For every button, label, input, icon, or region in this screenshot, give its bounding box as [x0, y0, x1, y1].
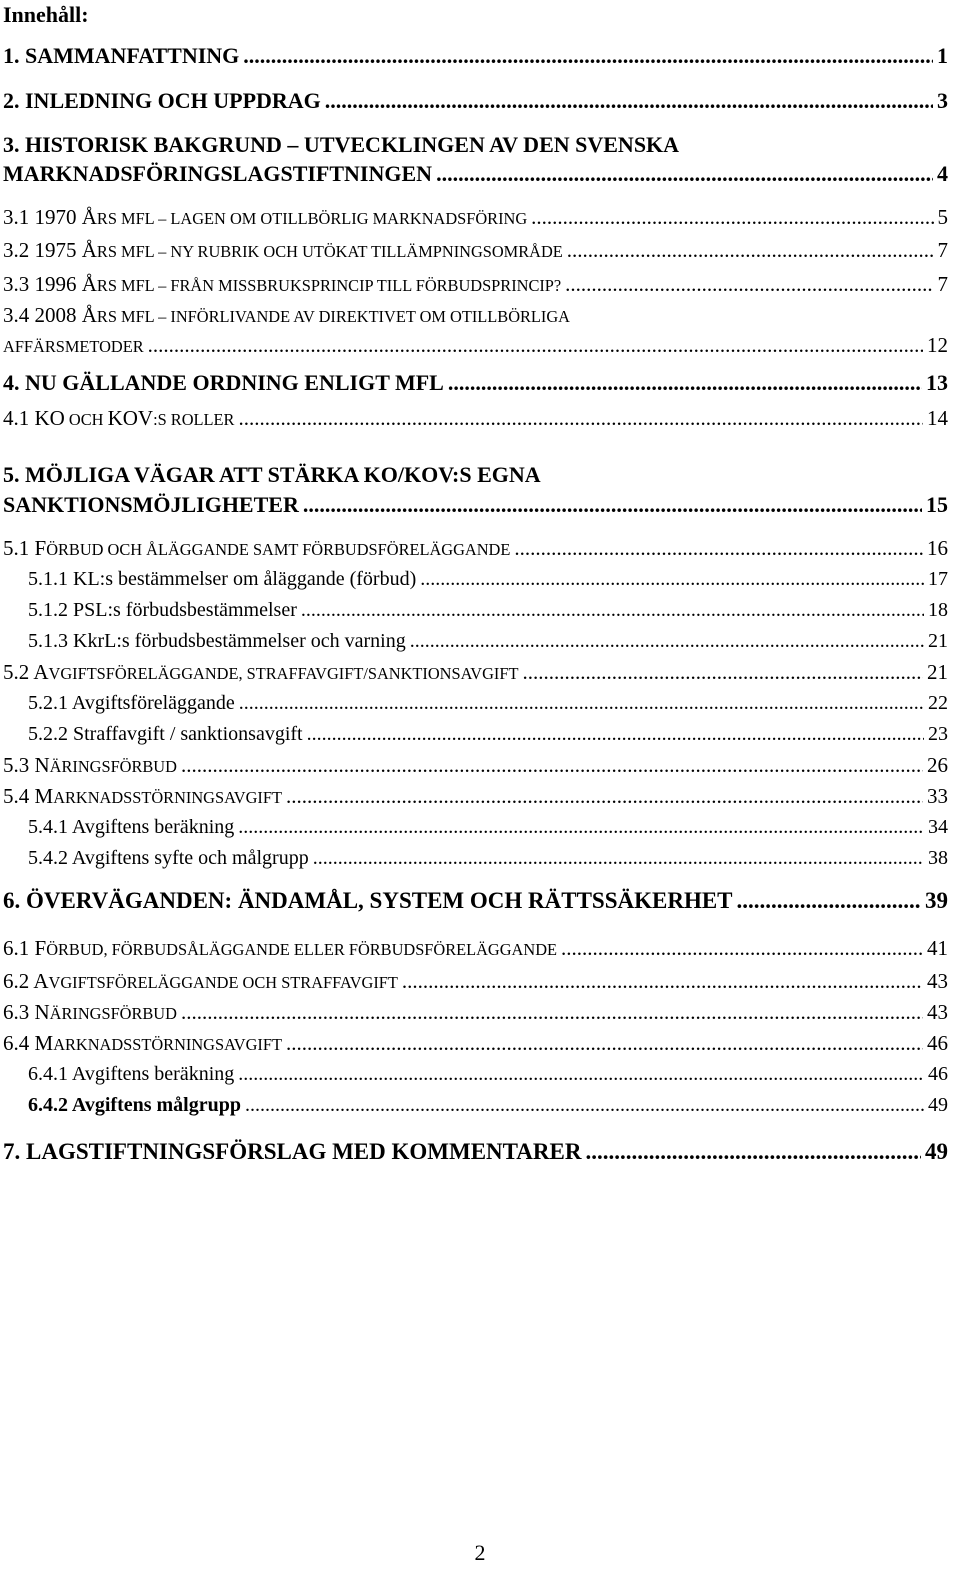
toc-entry[interactable] — [28, 1059, 948, 1089]
toc-entry[interactable] — [28, 595, 948, 625]
toc-page-number: 41 — [927, 936, 948, 960]
toc-entry-title — [3, 750, 177, 782]
toc-entry-smallcaps: VGIFTSFÖRELÄGGANDE, STRAFFAVGIFT/SANKTIONSAVGIFT — [48, 664, 519, 683]
toc-entry[interactable] — [28, 564, 948, 594]
toc-leader-dots — [307, 719, 924, 749]
toc-page-number: 12 — [927, 333, 948, 357]
toc-entry-title: 5.4.1 Avgiftens beräkning — [28, 816, 235, 838]
toc-entry-smallcaps: RS MFL — [96, 242, 155, 261]
toc-leader-dots — [181, 997, 923, 1027]
toc-entry[interactable] — [3, 750, 948, 782]
toc-entry-number: 3.2 1975 — [3, 238, 77, 262]
toc-entry[interactable] — [3, 657, 948, 689]
toc-page-number: 21 — [927, 660, 948, 684]
toc-entry[interactable] — [3, 235, 948, 267]
toc-entry-title: MARKNADSFÖRINGSLAGSTIFTNINGEN — [3, 161, 433, 186]
toc-entry-initial: Å — [81, 303, 97, 327]
toc-page-number: 46 — [928, 1063, 948, 1085]
toc-page-number: 16 — [927, 536, 948, 560]
toc-entry-title: 5.1.3 KkrL:s förbudsbestämmelser och varning — [28, 630, 406, 652]
toc-page-number: 23 — [928, 723, 948, 745]
toc-entry-title: 6.4.2 Avgiftens målgrupp — [28, 1094, 241, 1116]
toc-entry-title — [3, 403, 234, 435]
toc-entry-title — [3, 202, 527, 234]
toc-entry-smallcaps: ÄRINGSFÖRBUD — [49, 1004, 177, 1023]
toc-entry-subtitle: – NY RUBRIK OCH UTÖKAT TILLÄMPNINGSOMRÅDE — [154, 242, 563, 261]
toc-page-number: 3 — [937, 88, 948, 113]
toc-page-number: 49 — [925, 1139, 948, 1164]
toc-leader-dots — [238, 1059, 924, 1089]
toc-entry-title — [3, 1028, 282, 1060]
toc-entry-title — [3, 657, 518, 689]
toc-page-number: 5 — [937, 205, 948, 229]
toc-entry-title: 7. LAGSTIFTNINGSFÖRSLAG MED KOMMENTARER — [3, 1139, 582, 1164]
toc-page-number: 7 — [937, 238, 948, 262]
toc-entry-number: 3.4 2008 — [3, 303, 77, 327]
toc-entry[interactable] — [28, 626, 948, 656]
toc-page-number: 21 — [928, 630, 948, 652]
toc-leader-dots — [567, 235, 934, 265]
toc-entry[interactable] — [3, 1028, 948, 1060]
toc-entry[interactable] — [3, 966, 948, 998]
toc-entry-number: 6.1 F — [3, 936, 47, 960]
toc-page-number: 22 — [928, 692, 948, 714]
toc-entry[interactable] — [3, 933, 948, 965]
toc-entry-title: 5.2.1 Avgiftsföreläggande — [28, 692, 235, 714]
toc-page-number: 15 — [926, 492, 948, 517]
toc-entry-title: 1. SAMMANFATTNING — [3, 43, 240, 68]
toc-entry-smallcaps: ÄRINGSFÖRBUD — [49, 757, 177, 776]
toc-page-number: 7 — [937, 272, 948, 296]
toc-page-number: 34 — [928, 816, 948, 838]
toc-leader-dots — [243, 41, 933, 71]
toc-page-number: 43 — [927, 969, 948, 993]
toc-entry[interactable] — [3, 202, 948, 234]
toc-entry[interactable] — [3, 330, 948, 362]
toc-page-number: 39 — [925, 888, 948, 913]
toc-leader-dots — [448, 368, 922, 398]
toc-entry-number: 5.2 A — [3, 660, 49, 684]
toc-entry-smallcaps: :S ROLLER — [153, 410, 235, 429]
toc-heading: Innehåll: — [3, 2, 89, 27]
toc-entry-title — [3, 235, 563, 267]
toc-page-number: 18 — [928, 599, 948, 621]
toc-entry[interactable] — [3, 490, 948, 520]
toc-entry-number: 5.4 M — [3, 784, 54, 808]
toc-leader-dots — [420, 564, 924, 594]
toc-entry[interactable] — [3, 403, 948, 435]
toc-entry-title: AFFÄRSMETODER — [3, 337, 144, 356]
toc-entry[interactable] — [3, 886, 948, 916]
toc-leader-dots — [238, 403, 923, 433]
toc-entry[interactable] — [3, 41, 948, 71]
toc-leader-dots — [737, 886, 921, 916]
toc-leader-dots — [181, 750, 923, 780]
toc-entry[interactable] — [28, 812, 948, 842]
toc-entry-number: 5.1 F — [3, 536, 47, 560]
toc-entry-number: 6.3 N — [3, 1000, 50, 1024]
toc-entry[interactable] — [28, 688, 948, 718]
toc-page-number: 13 — [926, 370, 948, 395]
toc-leader-dots — [585, 1137, 921, 1167]
toc-leader-dots — [561, 933, 923, 963]
toc-entry-smallcaps: ÖRBUD, FÖRBUDSÅLÄGGANDE ELLER FÖRBUDSFÖRELÄGGANDE — [46, 940, 557, 959]
toc-leader-dots — [286, 1028, 923, 1058]
toc-entry-smallcaps: RS MFL — [96, 276, 155, 295]
toc-entry-title: 6.4.1 Avgiftens beräkning — [28, 1063, 235, 1085]
toc-entry-title — [3, 533, 510, 565]
toc-entry[interactable] — [3, 997, 948, 1029]
toc-entry[interactable] — [28, 1090, 948, 1120]
toc-entry-number: 3.1 1970 — [3, 205, 77, 229]
toc-entry[interactable] — [3, 368, 948, 398]
toc-entry-subtitle: – FRÅN MISSBRUKSPRINCIP TILL FÖRBUDSPRINCIP? — [154, 276, 562, 295]
toc-entry-number: 6.4 M — [3, 1031, 54, 1055]
toc-entry-subtitle: – INFÖRLIVANDE AV DIREKTIVET OM OTILLBÖRLIGA — [154, 307, 571, 326]
toc-entry-initial: Å — [81, 272, 97, 296]
toc-entry[interactable] — [3, 533, 948, 565]
toc-entry-title: 5.4.2 Avgiftens syfte och målgrupp — [28, 847, 309, 869]
toc-leader-dots — [522, 657, 923, 687]
toc-entry-title-line1[interactable] — [3, 300, 570, 332]
toc-entry-title: 6. ÖVERVÄGANDEN: ÄNDAMÅL, SYSTEM OCH RÄTTSSÄKERHET — [3, 888, 733, 913]
toc-entry-smallcaps: ARKNADSSTÖRNINGSAVGIFT — [53, 788, 282, 807]
toc-entry-smallcaps: RS MFL — [96, 307, 155, 326]
toc-entry[interactable] — [28, 843, 948, 873]
toc-leader-dots — [239, 688, 924, 718]
toc-page-number: 43 — [927, 1000, 948, 1024]
toc-page-number: 33 — [927, 784, 948, 808]
toc-entry-smallcaps: OCH — [64, 410, 108, 429]
toc-entry-number: 5.3 N — [3, 753, 50, 777]
toc-page-number: 26 — [927, 753, 948, 777]
toc-entry-smallcaps: ÖRBUD OCH ÅLÄGGANDE SAMT FÖRBUDSFÖRELÄGGANDE — [46, 540, 511, 559]
toc-page-number: 4 — [937, 161, 948, 186]
toc-leader-dots — [286, 781, 923, 811]
toc-entry-smallcaps: VGIFTSFÖRELÄGGANDE OCH STRAFFAVGIFT — [48, 973, 398, 992]
toc-entry-number: 3.3 1996 — [3, 272, 77, 296]
toc-leader-dots — [313, 843, 924, 873]
toc-leader-dots — [325, 86, 933, 116]
toc-page-number: 46 — [927, 1031, 948, 1055]
toc-entry-initial: Å — [81, 238, 97, 262]
toc-leader-dots — [303, 490, 922, 520]
toc-entry-number: 6.2 A — [3, 969, 49, 993]
toc-leader-dots — [402, 966, 923, 996]
toc-entry-title-line1[interactable]: 5. MÖJLIGA VÄGAR ATT STÄRKA KO/KOV:S EGNA — [3, 462, 541, 487]
toc-entry[interactable] — [3, 1137, 948, 1167]
toc-leader-dots — [531, 202, 933, 232]
toc-leader-dots — [238, 812, 924, 842]
toc-entry-title: SANKTIONSMÖJLIGHETER — [3, 492, 299, 517]
toc-page-number: 1 — [937, 43, 948, 68]
toc-entry-initial: Å — [81, 205, 97, 229]
toc-entry[interactable] — [3, 781, 948, 813]
toc-leader-dots — [410, 626, 924, 656]
toc-entry-title — [3, 966, 398, 998]
toc-leader-dots — [148, 330, 923, 360]
toc-entry-title: 2. INLEDNING OCH UPPDRAG — [3, 88, 321, 113]
toc-entry-title: 5.2.2 Straffavgift / sanktionsavgift — [28, 723, 303, 745]
toc-entry-title-line1[interactable]: 3. HISTORISK BAKGRUND – UTVECKLINGEN AV DEN SVENSKA — [3, 132, 680, 157]
toc-leader-dots — [565, 269, 933, 299]
toc-entry-number: 4.1 KO — [3, 406, 65, 430]
toc-entry-title: 5.1.1 KL:s bestämmelser om åläggande (förbud) — [28, 568, 417, 590]
toc-entry-title — [3, 781, 282, 813]
toc-entry-title — [3, 997, 177, 1029]
page-number-footer: 2 — [474, 1540, 486, 1565]
toc-entry-subtitle: – LAGEN OM OTILLBÖRLIG MARKNADSFÖRING — [154, 209, 528, 228]
toc-entry-abbrev: KOV — [107, 406, 154, 430]
toc-entry-title — [3, 269, 561, 301]
toc-entry-title: 4. NU GÄLLANDE ORDNING ENLIGT MFL — [3, 370, 444, 395]
toc-leader-dots — [245, 1090, 924, 1120]
toc-leader-dots — [436, 159, 933, 189]
toc-page-number: 49 — [928, 1094, 948, 1116]
toc-page-number: 17 — [928, 568, 948, 590]
toc-entry[interactable] — [3, 86, 948, 116]
toc-leader-dots — [301, 595, 924, 625]
toc-entry-title — [3, 933, 557, 965]
toc-page-number: 38 — [928, 847, 948, 869]
toc-entry-smallcaps: ARKNADSSTÖRNINGSAVGIFT — [53, 1035, 282, 1054]
toc-page-number: 14 — [927, 406, 948, 430]
toc-entry-title: 5.1.2 PSL:s förbudsbestämmelser — [28, 599, 297, 621]
toc-entry[interactable] — [28, 719, 948, 749]
toc-entry[interactable] — [3, 269, 948, 301]
toc-entry[interactable] — [3, 159, 948, 189]
toc-leader-dots — [514, 533, 923, 563]
toc-entry-smallcaps: RS MFL — [96, 209, 155, 228]
